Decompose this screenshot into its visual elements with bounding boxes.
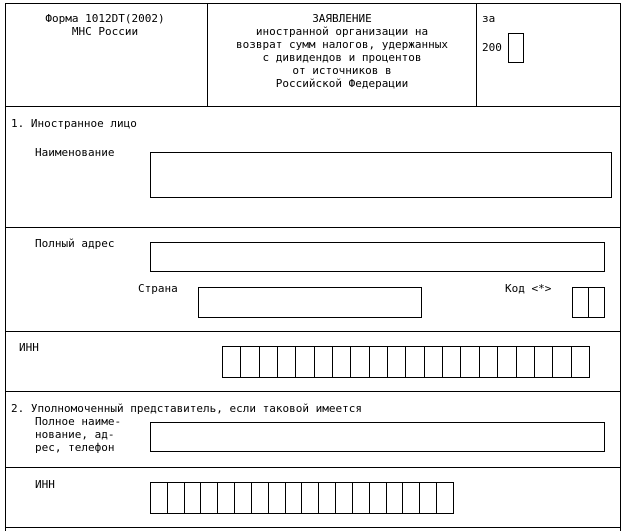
- inn-digit-cell[interactable]: [405, 346, 423, 378]
- inn-digit-cell[interactable]: [479, 346, 497, 378]
- row-divider-2: [5, 331, 621, 332]
- inn-digit-cell[interactable]: [314, 346, 332, 378]
- inn-digit-cell[interactable]: [167, 482, 184, 514]
- inn-digit-cell[interactable]: [277, 346, 295, 378]
- inn-digit-cell[interactable]: [552, 346, 570, 378]
- inn-label: ИНН: [19, 341, 39, 354]
- year-digit-field[interactable]: [508, 33, 524, 63]
- inn-digit-cell[interactable]: [268, 482, 285, 514]
- section1-title: 1. Иностранное лицо: [11, 117, 137, 130]
- title-line: возврат сумм налогов, удержанных: [236, 38, 448, 51]
- country-code-cells[interactable]: [572, 287, 605, 318]
- rep-inn-label: ИНН: [35, 478, 55, 491]
- inn-digit-cell[interactable]: [460, 346, 478, 378]
- representative-field[interactable]: [150, 422, 605, 452]
- inn-digit-cell[interactable]: [222, 346, 240, 378]
- inn-digit-cell[interactable]: [352, 482, 369, 514]
- name-label: Наименование: [35, 146, 115, 159]
- title-line: Российской Федерации: [275, 77, 409, 90]
- frame-left-border: [5, 3, 6, 531]
- rep-label-line: Полное наиме-: [35, 415, 122, 428]
- row-divider-5: [5, 527, 621, 528]
- inn-digit-cell[interactable]: [386, 482, 403, 514]
- inn-digit-cell[interactable]: [295, 346, 313, 378]
- rep-label-line: нование, ад-: [35, 428, 115, 441]
- inn-digit-cell[interactable]: [150, 482, 167, 514]
- inn-digit-cell[interactable]: [200, 482, 217, 514]
- inn-digit-cell[interactable]: [516, 346, 534, 378]
- inn-digit-cell[interactable]: [251, 482, 268, 514]
- header-bottom-border: [5, 106, 621, 107]
- inn-digit-cell[interactable]: [369, 346, 387, 378]
- form-number: Форма 1012DT(2002): [45, 12, 165, 25]
- year-prefix: 200: [482, 41, 502, 54]
- inn-digit-cell[interactable]: [387, 346, 405, 378]
- country-code-label: Код <*>: [505, 282, 552, 295]
- inn-digit-cell[interactable]: [350, 346, 368, 378]
- period-label: за: [482, 12, 496, 25]
- header-divider-right: [476, 3, 477, 107]
- country-label: Страна: [138, 282, 178, 295]
- inn-digit-cell[interactable]: [534, 346, 552, 378]
- code-cell[interactable]: [588, 287, 605, 318]
- country-field[interactable]: [198, 287, 422, 318]
- section2-title: 2. Уполномоченный представитель, если таковой имеется: [11, 402, 362, 415]
- address-label: Полный адрес: [35, 237, 115, 250]
- inn-digit-cell[interactable]: [240, 346, 258, 378]
- name-field[interactable]: [150, 152, 612, 198]
- inn-digit-cell[interactable]: [419, 482, 436, 514]
- agency-name: МНС России: [71, 25, 139, 38]
- inn-digit-cell[interactable]: [571, 346, 590, 378]
- title-line: ЗАЯВЛЕНИЕ: [312, 12, 372, 25]
- inn-digit-cell[interactable]: [259, 346, 277, 378]
- inn-cells[interactable]: [222, 346, 590, 378]
- representative-label: [35, 415, 121, 454]
- rep-label-line: рес, телефон: [35, 441, 115, 454]
- inn-digit-cell[interactable]: [402, 482, 419, 514]
- inn-digit-cell[interactable]: [424, 346, 442, 378]
- frame-right-border: [620, 3, 621, 531]
- row-divider-1: [5, 227, 621, 228]
- inn-digit-cell[interactable]: [285, 482, 302, 514]
- inn-digit-cell[interactable]: [234, 482, 251, 514]
- inn-digit-cell[interactable]: [436, 482, 454, 514]
- inn-digit-cell[interactable]: [184, 482, 201, 514]
- inn-digit-cell[interactable]: [301, 482, 318, 514]
- title-line: от источников в: [292, 64, 392, 77]
- code-cell[interactable]: [572, 287, 588, 318]
- address-field[interactable]: [150, 242, 605, 272]
- inn-digit-cell[interactable]: [332, 346, 350, 378]
- document-title: [208, 12, 476, 90]
- inn-digit-cell[interactable]: [318, 482, 335, 514]
- inn-digit-cell[interactable]: [217, 482, 234, 514]
- inn-digit-cell[interactable]: [369, 482, 386, 514]
- title-line: с дивидендов и процентов: [262, 51, 422, 64]
- inn-digit-cell[interactable]: [335, 482, 352, 514]
- inn-digit-cell[interactable]: [497, 346, 515, 378]
- frame-top-border: [5, 3, 621, 4]
- inn-digit-cell[interactable]: [442, 346, 460, 378]
- rep-inn-cells[interactable]: [150, 482, 454, 514]
- row-divider-3: [5, 391, 621, 392]
- title-line: иностранной организации на: [255, 25, 429, 38]
- row-divider-4: [5, 467, 621, 468]
